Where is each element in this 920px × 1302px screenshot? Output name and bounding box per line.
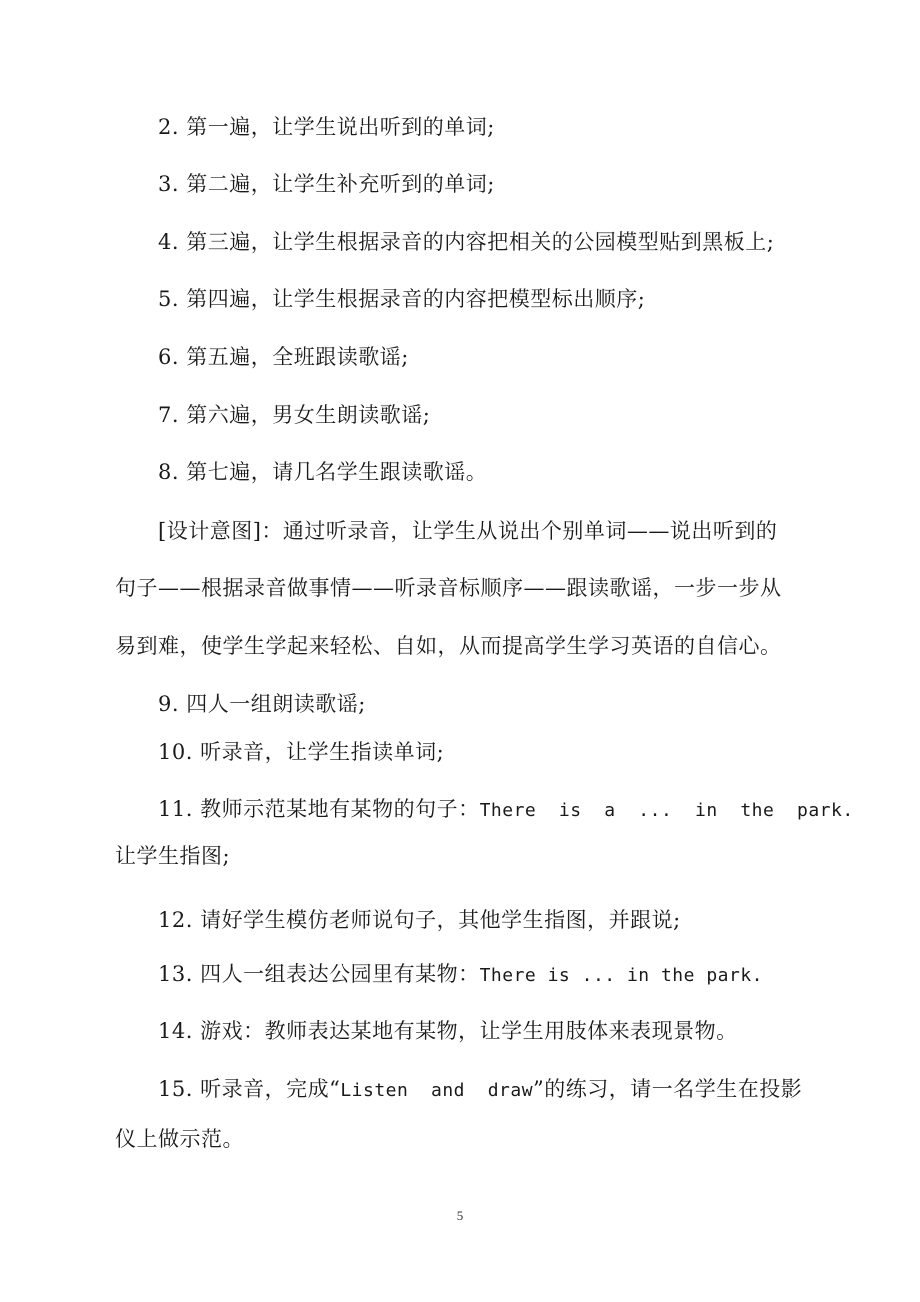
list-item-12: 12. 请好学生模仿老师说句子，其他学生指图，并跟说; bbox=[158, 908, 681, 932]
list-item-13 bbox=[158, 959, 763, 991]
list-item-2: 2. 第一遍，让学生说出听到的单词; bbox=[158, 115, 495, 139]
list-item-4: 4. 第三遍，让学生根据录音的内容把相关的公园模型贴到黑板上; bbox=[158, 230, 775, 254]
list-item-6: 6. 第五遍，全班跟读歌谣; bbox=[158, 345, 409, 369]
list-item-11 bbox=[158, 794, 854, 826]
list-item-8: 8. 第七遍，请几名学生跟读歌谣。 bbox=[158, 460, 488, 484]
list-item-14: 14. 游戏：教师表达某地有某物，让学生用肢体来表现景物。 bbox=[158, 1019, 738, 1043]
list-item-3: 3. 第二遍，让学生补充听到的单词; bbox=[158, 172, 495, 196]
list-item-15-english: Listen and draw bbox=[340, 1080, 534, 1101]
list-item-13-english: There is ... in the park. bbox=[479, 965, 764, 986]
list-item-15 bbox=[158, 1074, 802, 1106]
list-item-11-prefix: 11. 教师示范某地有某物的句子： bbox=[158, 797, 480, 821]
list-item-15-continuation: 仪上做示范。 bbox=[115, 1127, 244, 1151]
list-item-15-prefix: 15. 听录音，完成“ bbox=[158, 1077, 341, 1101]
list-item-10: 10. 听录音，让学生指读单词; bbox=[158, 740, 445, 764]
list-item-5: 5. 第四遍，让学生根据录音的内容把模型标出顺序; bbox=[158, 287, 646, 311]
list-item-11-english: There is a ... in the park. bbox=[479, 800, 854, 821]
design-intent-line-2: 句子——根据录音做事情——听录音标顺序——跟读歌谣，一步一步从 bbox=[115, 576, 782, 600]
page-number: 5 bbox=[456, 1208, 464, 1223]
list-item-11-continuation: 让学生指图; bbox=[115, 844, 231, 868]
list-item-13-prefix: 13. 四人一组表达公园里有某物： bbox=[158, 962, 480, 986]
list-item-7: 7. 第六遍，男女生朗读歌谣; bbox=[158, 403, 431, 427]
design-intent-line-1: [设计意图]：通过听录音，让学生从说出个别单词——说出听到的 bbox=[158, 519, 778, 543]
list-item-9: 9. 四人一组朗读歌谣; bbox=[158, 692, 366, 716]
list-item-15-suffix: ”的练习，请一名学生在投影 bbox=[533, 1077, 803, 1101]
design-intent-line-3: 易到难，使学生学起来轻松、自如，从而提高学生学习英语的自信心。 bbox=[115, 634, 782, 658]
